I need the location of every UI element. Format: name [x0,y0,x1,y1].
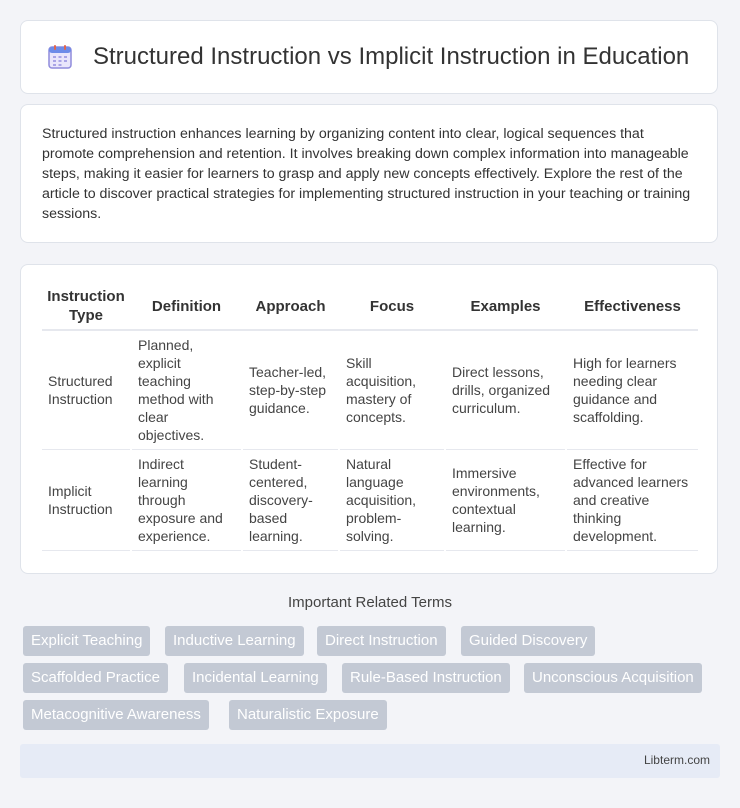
related-term-tag[interactable]: Unconscious Acquisition [524,663,702,693]
footer-site-link[interactable]: Libterm.com [643,753,710,767]
column-header: Focus [339,285,445,330]
intro-card [20,104,718,243]
comparison-table-card [20,264,718,574]
table-cell: Direct lessons, drills, organized curriculum. [445,330,566,450]
related-term-tag[interactable]: Explicit Teaching [23,626,150,656]
column-header: Approach [242,285,339,330]
calendar-icon [47,44,73,70]
table-cell: Indirect learning through exposure and experience. [131,450,242,551]
table-cell: Skill acquisition, mastery of concepts. [339,330,445,450]
table-cell: High for learners needing clear guidance and scaffolding. [566,330,698,450]
related-term-tag[interactable]: Scaffolded Practice [23,663,168,693]
table-cell: Effective for advanced learners and creative thinking development. [566,450,698,551]
table-row [42,330,698,450]
comparison-table [42,285,698,551]
table-row [42,450,698,551]
related-term-tag[interactable]: Guided Discovery [461,626,595,656]
table-cell: Student-centered, discovery-based learning. [242,450,339,551]
table-cell: Planned, explicit teaching method with clear objectives. [131,330,242,450]
table-cell: Natural language acquisition, problem-solving. [339,450,445,551]
related-term-tag[interactable]: Naturalistic Exposure [229,700,387,730]
intro-text: Structured instruction enhances learning by organizing content into clear, logical sequences that promote comprehension and retention. It involves breaking down complex information into manageable steps, making it easier for learners to grasp and apply new concepts effectively. Explore the rest of the article to discover practical strategies for implementing structured instruction in your teaching or training sessions. [42,126,691,222]
related-term-tag[interactable]: Metacognitive Awareness [23,700,209,730]
column-header: Examples [445,285,566,330]
table-cell: Immersive environments, contextual learning. [445,450,566,551]
related-terms-title: Important Related Terms [288,594,452,611]
column-header: Effectiveness [566,285,698,330]
footer [20,744,720,778]
page-title: Structured Instruction vs Implicit Instruction in Education [93,43,690,70]
column-header: Instruction Type [42,285,131,330]
header-card [20,20,718,94]
related-term-tag[interactable]: Inductive Learning [165,626,304,656]
table-cell: Structured Instruction [42,330,131,450]
table-cell: Implicit Instruction [42,450,131,551]
table-cell: Teacher-led, step-by-step guidance. [242,330,339,450]
related-term-tag[interactable]: Direct Instruction [317,626,446,656]
related-term-tag[interactable]: Rule-Based Instruction [342,663,510,693]
column-header: Definition [131,285,242,330]
table-header-row [42,285,698,330]
related-term-tag[interactable]: Incidental Learning [184,663,327,693]
